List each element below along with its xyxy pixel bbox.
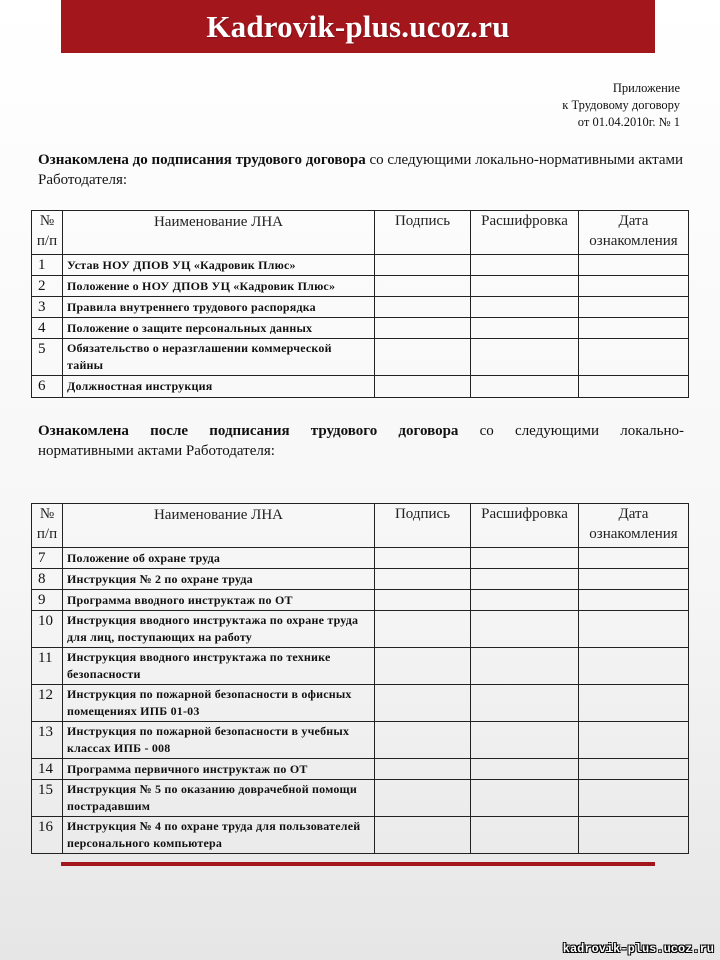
- row-date-cell: [579, 376, 689, 398]
- row-signature-cell: [375, 318, 471, 339]
- row-number: 12: [32, 685, 63, 722]
- row-lna-name: Положение об охране труда: [63, 548, 375, 569]
- row-lna-name: Инструкция по пожарной безопасности в офисных помещениях ИПБ 01-03: [63, 685, 375, 722]
- section2-intro-word: после: [150, 423, 189, 439]
- lna-table-before: [31, 210, 689, 398]
- row-signature-cell: [375, 376, 471, 398]
- row-decoding-cell: [471, 722, 579, 759]
- row-number: 14: [32, 759, 63, 780]
- table-row: [32, 318, 689, 339]
- row-decoding-cell: [471, 548, 579, 569]
- row-number: 2: [32, 276, 63, 297]
- appendix-line-1: Приложение: [612, 81, 680, 95]
- row-number: 10: [32, 611, 63, 648]
- table-row: [32, 255, 689, 276]
- row-date-cell: [579, 318, 689, 339]
- row-lna-name: Программа первичного инструктаж по ОТ: [63, 759, 375, 780]
- bottom-divider: [61, 862, 655, 866]
- section2-intro-line1: [38, 421, 684, 441]
- row-lna-name: Инструкция № 2 по охране труда: [63, 569, 375, 590]
- row-lna-name: Инструкция № 4 по охране труда для пользователей персонального компьютера: [63, 817, 375, 854]
- row-lna-name: Положение о НОУ ДПОВ УЦ «Кадровик Плюс»: [63, 276, 375, 297]
- header-name: Наименование ЛНА: [63, 504, 375, 548]
- table-row: [32, 569, 689, 590]
- row-decoding-cell: [471, 685, 579, 722]
- row-signature-cell: [375, 339, 471, 376]
- row-number: 7: [32, 548, 63, 569]
- table-header-row: [32, 211, 689, 255]
- row-decoding-cell: [471, 276, 579, 297]
- row-signature-cell: [375, 817, 471, 854]
- table-header-row: [32, 504, 689, 548]
- row-signature-cell: [375, 685, 471, 722]
- header-decoding: Расшифровка: [471, 211, 579, 255]
- header-signature: Подпись: [375, 504, 471, 548]
- table2-body: [32, 548, 689, 854]
- header-num: № п/п: [32, 504, 63, 548]
- row-signature-cell: [375, 759, 471, 780]
- row-date-cell: [579, 817, 689, 854]
- row-decoding-cell: [471, 339, 579, 376]
- table-row: [32, 297, 689, 318]
- row-signature-cell: [375, 276, 471, 297]
- row-number: 4: [32, 318, 63, 339]
- appendix-reference: [440, 80, 680, 131]
- row-signature-cell: [375, 297, 471, 318]
- table-row: [32, 648, 689, 685]
- header-date: Дата ознакомления: [579, 504, 689, 548]
- row-number: 11: [32, 648, 63, 685]
- table-row: [32, 722, 689, 759]
- header-date: Дата ознакомления: [579, 211, 689, 255]
- row-decoding-cell: [471, 648, 579, 685]
- row-date-cell: [579, 339, 689, 376]
- table-row: [32, 339, 689, 376]
- row-lna-name: Инструкция вводного инструктажа по охране труда для лиц, поступающих на работу: [63, 611, 375, 648]
- header-name: Наименование ЛНА: [63, 211, 375, 255]
- appendix-line-2: к Трудовому договору: [562, 98, 680, 112]
- lna-table-after: [31, 503, 689, 854]
- table1-body: [32, 255, 689, 398]
- row-number: 16: [32, 817, 63, 854]
- row-decoding-cell: [471, 297, 579, 318]
- table-row: [32, 548, 689, 569]
- section2-intro-word: со: [479, 423, 494, 439]
- section2-intro-word: Ознакомлена: [38, 423, 129, 439]
- section2-intro-word: договора: [398, 423, 459, 439]
- row-date-cell: [579, 722, 689, 759]
- row-lna-name: Должностная инструкция: [63, 376, 375, 398]
- row-number: 8: [32, 569, 63, 590]
- row-date-cell: [579, 685, 689, 722]
- section2-intro-line2: нормативными актами Работодателя:: [38, 443, 275, 459]
- row-date-cell: [579, 648, 689, 685]
- section1-intro-rest: со следующими локально-нормативными актами Работодателя:: [38, 152, 684, 188]
- row-signature-cell: [375, 590, 471, 611]
- section1-intro-bold: Ознакомлена до подписания трудового договора: [38, 152, 366, 168]
- table-row: [32, 685, 689, 722]
- row-number: 13: [32, 722, 63, 759]
- row-lna-name: Инструкция вводного инструктажа по технике безопасности: [63, 648, 375, 685]
- row-date-cell: [579, 611, 689, 648]
- site-title: Kadrovik-plus.ucoz.ru: [206, 8, 510, 44]
- section2-intro: [38, 421, 684, 461]
- table-row: [32, 590, 689, 611]
- row-decoding-cell: [471, 817, 579, 854]
- row-number: 5: [32, 339, 63, 376]
- table-row: [32, 759, 689, 780]
- table-row: [32, 780, 689, 817]
- row-lna-name: Устав НОУ ДПОВ УЦ «Кадровик Плюс»: [63, 255, 375, 276]
- row-decoding-cell: [471, 780, 579, 817]
- row-signature-cell: [375, 648, 471, 685]
- row-decoding-cell: [471, 590, 579, 611]
- row-number: 6: [32, 376, 63, 398]
- row-date-cell: [579, 759, 689, 780]
- watermark: kadrovik-plus.ucoz.ru: [562, 942, 714, 956]
- row-signature-cell: [375, 255, 471, 276]
- table-row: [32, 817, 689, 854]
- row-date-cell: [579, 297, 689, 318]
- row-signature-cell: [375, 722, 471, 759]
- row-date-cell: [579, 569, 689, 590]
- row-date-cell: [579, 255, 689, 276]
- row-signature-cell: [375, 548, 471, 569]
- appendix-line-3: от 01.04.2010г. № 1: [577, 115, 680, 129]
- row-number: 9: [32, 590, 63, 611]
- row-signature-cell: [375, 569, 471, 590]
- section2-intro-word: трудового: [310, 423, 378, 439]
- section2-intro-word: подписания: [209, 423, 290, 439]
- header-num: № п/п: [32, 211, 63, 255]
- section2-intro-word: следующими: [515, 423, 600, 439]
- row-decoding-cell: [471, 376, 579, 398]
- row-decoding-cell: [471, 255, 579, 276]
- row-date-cell: [579, 276, 689, 297]
- row-lna-name: Инструкция № 5 по оказанию доврачебной помощи пострадавшим: [63, 780, 375, 817]
- table-row: [32, 376, 689, 398]
- table-row: [32, 611, 689, 648]
- row-lna-name: Обязательство о неразглашении коммерческой тайны: [63, 339, 375, 376]
- row-decoding-cell: [471, 569, 579, 590]
- row-lna-name: Программа вводного инструктаж по ОТ: [63, 590, 375, 611]
- row-date-cell: [579, 548, 689, 569]
- row-decoding-cell: [471, 318, 579, 339]
- section2-intro-word: локально-: [620, 423, 684, 439]
- row-decoding-cell: [471, 759, 579, 780]
- row-lna-name: Правила внутреннего трудового распорядка: [63, 297, 375, 318]
- row-date-cell: [579, 780, 689, 817]
- header-signature: Подпись: [375, 211, 471, 255]
- header-decoding: Расшифровка: [471, 504, 579, 548]
- row-lna-name: Положение о защите персональных данных: [63, 318, 375, 339]
- site-banner: [61, 0, 655, 53]
- row-decoding-cell: [471, 611, 579, 648]
- row-signature-cell: [375, 611, 471, 648]
- table-row: [32, 276, 689, 297]
- section1-intro: [38, 150, 684, 190]
- row-number: 3: [32, 297, 63, 318]
- row-number: 15: [32, 780, 63, 817]
- row-lna-name: Инструкция по пожарной безопасности в учебных классах ИПБ - 008: [63, 722, 375, 759]
- row-date-cell: [579, 590, 689, 611]
- row-signature-cell: [375, 780, 471, 817]
- row-number: 1: [32, 255, 63, 276]
